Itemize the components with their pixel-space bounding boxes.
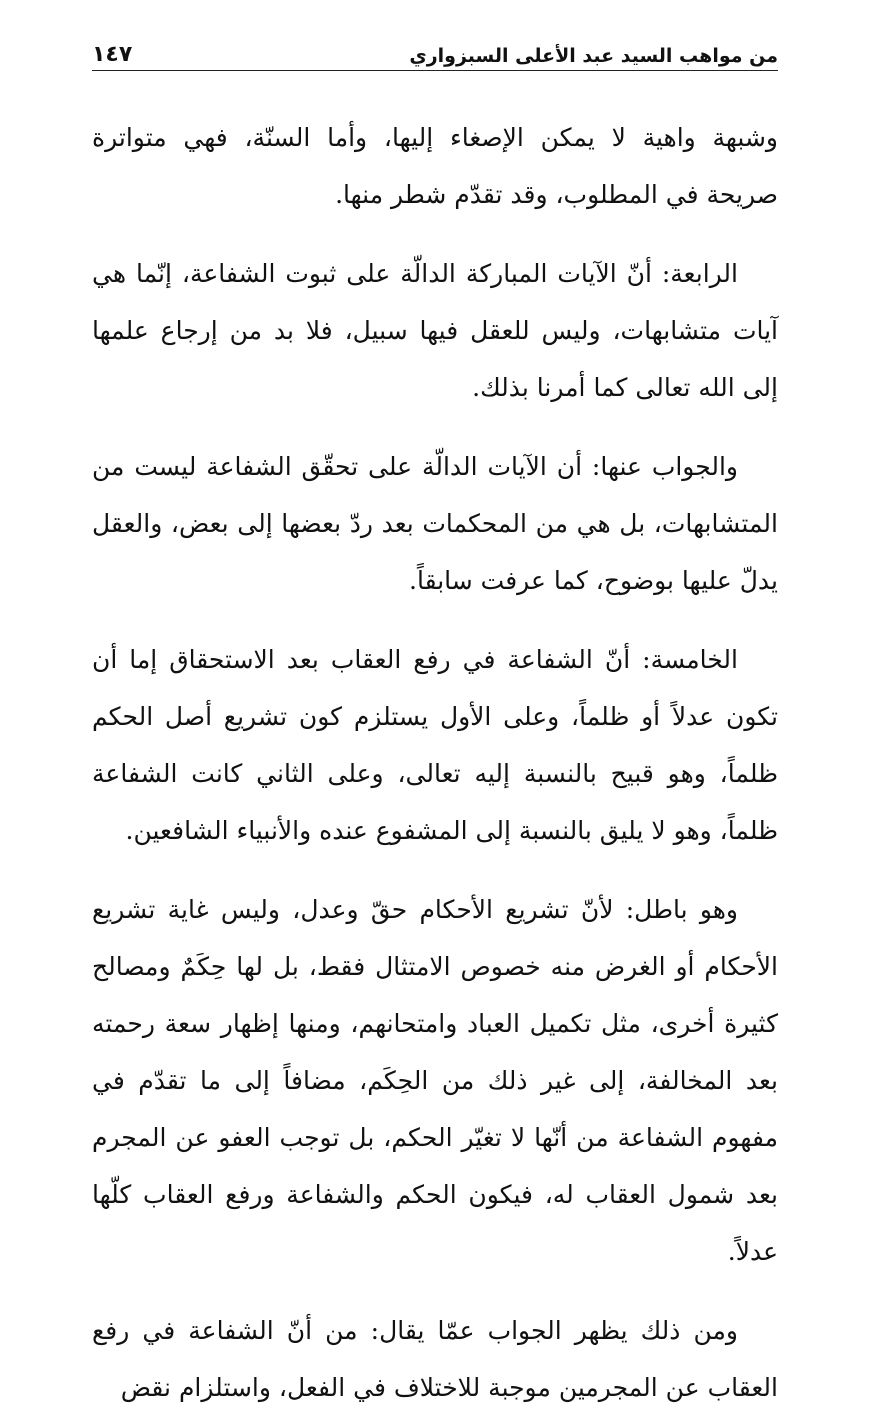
running-title: من مواهب السيد عبد الأعلى السبزواري bbox=[409, 45, 778, 67]
page-number: ١٤٧ bbox=[92, 42, 133, 67]
paragraph-3: والجواب عنها: أن الآيات الدالّة على تحقّق الشفاعة ليست من المتشابهات، بل هي من المحكمات بعد ردّ بعضها إلى بعض، والعقل يدلّ عليها بوضوح، كما عرفت سابقاً. bbox=[92, 452, 778, 595]
page-header bbox=[92, 30, 778, 71]
paragraph-6: ومن ذلك يظهر الجواب عمّا يقال: من أنّ الشفاعة في رفع العقاب عن المجرمين موجبة للاختلاف في الفعل، واستلزام نقض bbox=[92, 1316, 778, 1402]
paragraph-4: الخامسة: أنّ الشفاعة في رفع العقاب بعد الاستحقاق إما أن تكون عدلاً أو ظلماً، وعلى الأول يستلزم كون تشريع أصل الحكم ظلماً، وهو قبيح بالنسبة إليه تعالى، وعلى الثاني كانت الشفاعة ظلماً، وهو لا يليق بالنسبة إلى المشفوع عنده والأنبياء الشافعين. bbox=[92, 645, 778, 845]
paragraph-2: الرابعة: أنّ الآيات المباركة الدالّة على ثبوت الشفاعة، إنّما هي آيات متشابهات، وليس للعقل فيها سبيل، فلا بد من إرجاع علمها إلى الله تعالى كما أمرنا بذلك. bbox=[92, 259, 778, 402]
body-text bbox=[92, 109, 778, 1416]
paragraph-1: وشبهة واهية لا يمكن الإصغاء إليها، وأما السنّة، فهي متواترة صريحة في المطلوب، وقد تقدّم شطر منها. bbox=[92, 123, 778, 209]
book-page bbox=[92, 30, 778, 1402]
paragraph-5: وهو باطل: لأنّ تشريع الأحكام حقّ وعدل، وليس غاية تشريع الأحكام أو الغرض منه خصوص الامتثال فقط، بل لها حِكَمٌ ومصالح كثيرة أخرى، مثل تكميل العباد وامتحانهم، ومنها إظهار سعة رحمته بعد المخالفة، إلى غير ذلك من الحِكَم، مضافاً إلى ما تقدّم في مفهوم الشفاعة من أنّها لا تغيّر الحكم، بل توجب العفو عن المجرم بعد شمول العقاب له، فيكون الحكم والشفاعة ورفع العقاب كلّها عدلاً. bbox=[92, 895, 778, 1266]
